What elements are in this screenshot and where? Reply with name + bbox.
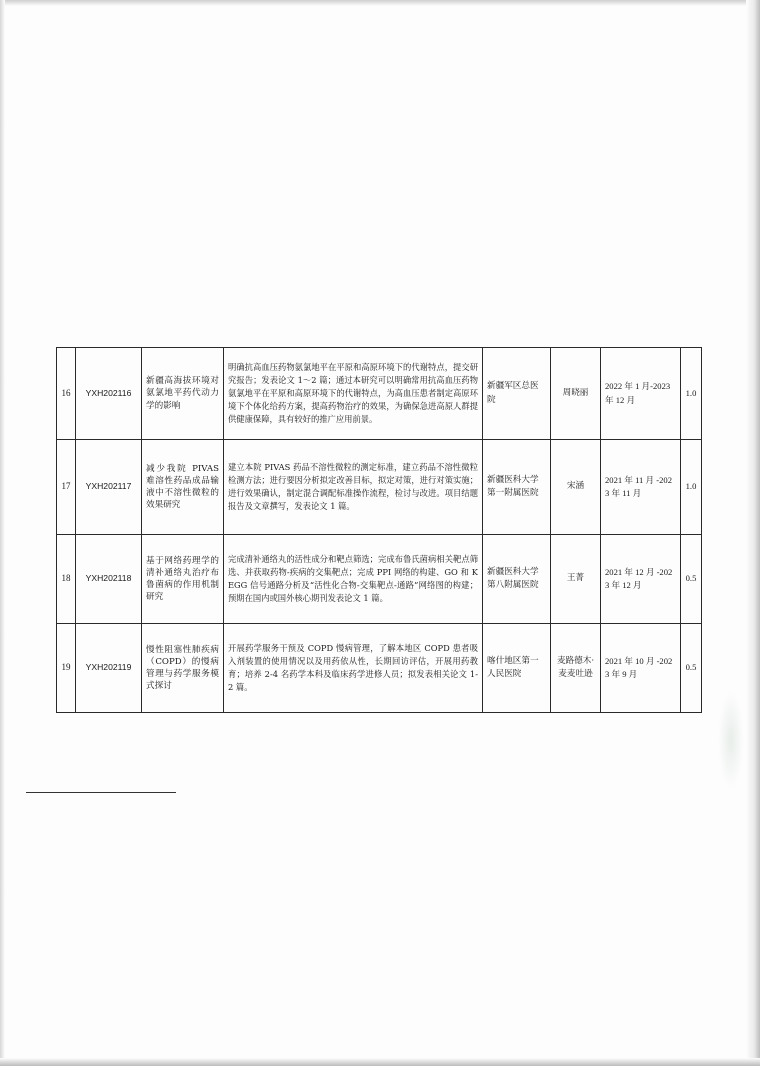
project-title: 慢性阻塞性肺疾病（COPD）的慢病管理与药学服务模式探讨	[142, 624, 224, 713]
project-table	[56, 347, 702, 713]
row-number: 16	[57, 348, 76, 440]
project-organization: 喀什地区第一人民医院	[483, 624, 551, 713]
table-row	[57, 624, 702, 713]
project-title: 减少我院 PIVAS 难溶性药品成品输液中不溶性微粒的效果研究	[142, 440, 224, 535]
project-leader: 宋涵	[551, 440, 601, 535]
scan-edge-top	[0, 0, 760, 6]
project-funding: 0.5	[681, 535, 702, 624]
project-funding: 1.0	[681, 440, 702, 535]
project-organization: 新疆医科大学第八附属医院	[483, 535, 551, 624]
project-code: YXH202117	[76, 440, 142, 535]
project-title: 新疆高海拔环境对氨氯地平药代动力学的影响	[142, 348, 224, 440]
project-code: YXH202119	[76, 624, 142, 713]
scan-edge-left	[0, 0, 5, 1066]
project-leader: 王菁	[551, 535, 601, 624]
project-leader: 周晓丽	[551, 348, 601, 440]
project-content: 建立本院 PIVAS 药品不溶性微粒的测定标准，建立药品不溶性微粒检测方法；进行要因分析拟定改善目标，拟定对策，进行对策实施；进行效果确认，制定混合调配标准操作流程，检讨与改进。项目结题报告及文章撰写，发表论文 1 篇。	[224, 440, 483, 535]
project-funding: 0.5	[681, 624, 702, 713]
project-content: 开展药学服务干预及 COPD 慢病管理，了解本地区 COPD 患者吸入剂装置的使用情况以及用药依从性，长期回访评估，开展用药教育；培养 2-4 名药学本科及临床药学进修人员；拟发表相关论文 1-2 篇。	[224, 624, 483, 713]
project-period: 2021 年 12 月 -2023 年 12 月	[601, 535, 681, 624]
row-number: 19	[57, 624, 76, 713]
project-title: 基于网络药理学的清补通络丸治疗布鲁菌病的作用机制研究	[142, 535, 224, 624]
project-content: 明确抗高血压药物氨氯地平在平原和高原环境下的代谢特点，提交研究报告；发表论文 1～2 篇；通过本研究可以明确常用抗高血压药物氨氯地平在平原和高原环境下的代谢特点，为高血压患者制定高原环境下个体化给药方案，提高药物治疗的效果，为确保急进高原人群提供健康保障，具有较好的推广应用前景。	[224, 348, 483, 440]
project-organization: 新疆军区总医院	[483, 348, 551, 440]
project-leader: 麦路德木·麦麦吐逊	[551, 624, 601, 713]
row-number: 17	[57, 440, 76, 535]
project-organization: 新疆医科大学第一附属医院	[483, 440, 551, 535]
scan-smudge	[718, 690, 744, 790]
table-row	[57, 348, 702, 440]
table-row	[57, 535, 702, 624]
footnote-rule	[26, 792, 176, 793]
row-number: 18	[57, 535, 76, 624]
project-period: 2022 年 1 月-2023 年 12 月	[601, 348, 681, 440]
project-code: YXH202116	[76, 348, 142, 440]
project-period: 2021 年 10 月 -2023 年 9 月	[601, 624, 681, 713]
scan-edge-right	[746, 0, 760, 1066]
scan-edge-bottom	[0, 1058, 760, 1066]
project-period: 2021 年 11 月 -2023 年 11 月	[601, 440, 681, 535]
project-code: YXH202118	[76, 535, 142, 624]
table-row	[57, 440, 702, 535]
project-content: 完成清补通络丸的活性成分和靶点筛选；完成布鲁氏菌病相关靶点筛选、并获取药物-疾病的交集靶点；完成 PPI 网络的构建、GO 和 KEGG 信号通路分析及“活性化合物-交集靶点-通路”网络图的构建；预期在国内或国外核心期刊发表论文 1 篇。	[224, 535, 483, 624]
project-funding: 1.0	[681, 348, 702, 440]
